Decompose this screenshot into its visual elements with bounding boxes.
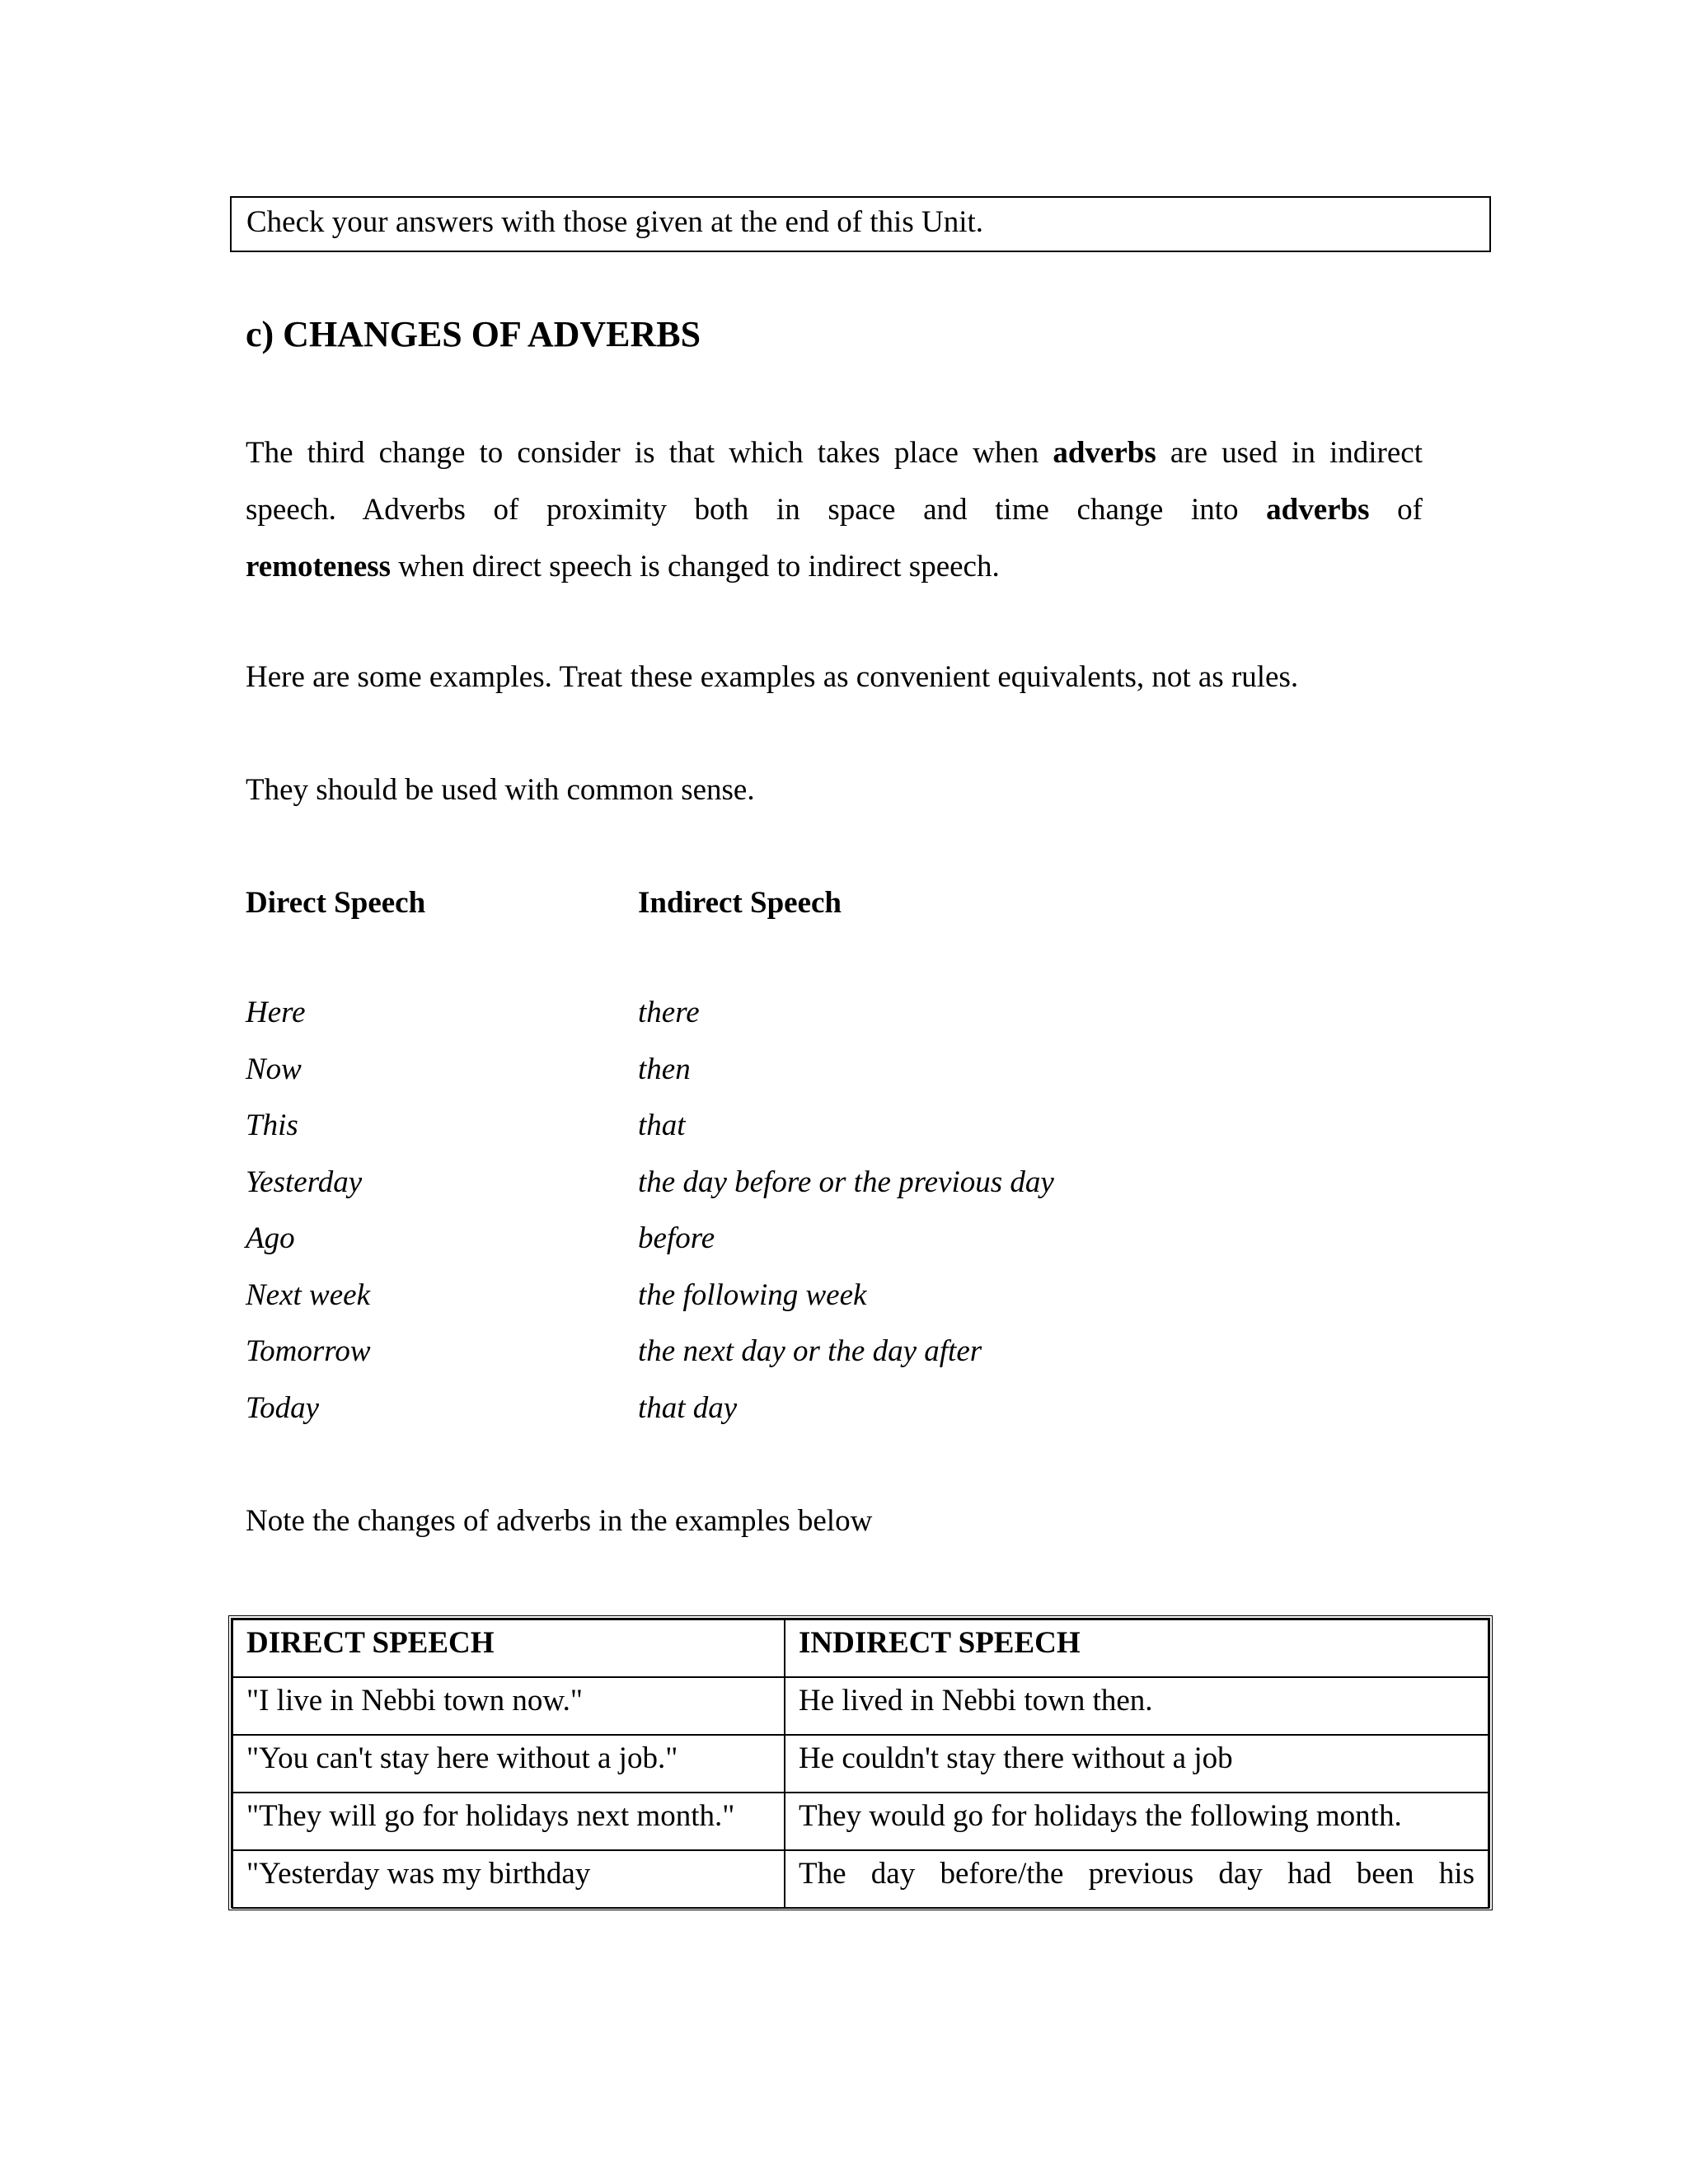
indirect-cell: He lived in Nebbi town then. bbox=[785, 1677, 1489, 1735]
direct-adverb: Yesterday bbox=[246, 1165, 363, 1199]
direct-adverb: Today bbox=[246, 1390, 320, 1425]
direct-adverb: Tomorrow bbox=[246, 1334, 371, 1368]
direct-adverb: Next week bbox=[246, 1277, 370, 1312]
intro-line-1 bbox=[246, 424, 1423, 481]
intro-text: The third change to consider is that which takes place when bbox=[246, 436, 1053, 470]
list-item bbox=[246, 1219, 1235, 1276]
list-item bbox=[246, 1332, 1235, 1389]
indirect-adverb: the next day or the day after bbox=[638, 1334, 982, 1368]
direct-cell: "They will go for holidays next month." bbox=[232, 1793, 785, 1850]
intro-text: when direct speech is changed to indirect speech. bbox=[391, 550, 1000, 583]
indirect-adverb: there bbox=[638, 996, 700, 1029]
examples-table-grid bbox=[232, 1619, 1489, 1909]
bold-term: adverbs bbox=[1053, 436, 1156, 470]
intro-text: are used in indirect bbox=[1156, 436, 1423, 470]
table-row bbox=[232, 1677, 1489, 1735]
table-row bbox=[232, 1735, 1489, 1793]
indirect-cell: The day before/the previous day had been his bbox=[785, 1850, 1489, 1908]
table-row bbox=[232, 1793, 1489, 1850]
indirect-adverb: before bbox=[638, 1221, 715, 1255]
adverb-equivalents-list bbox=[246, 993, 1235, 1445]
bold-term: remoteness bbox=[246, 550, 392, 583]
indirect-adverb: that bbox=[638, 1108, 686, 1142]
indirect-adverb: the following week bbox=[638, 1277, 867, 1312]
list-item bbox=[246, 1276, 1235, 1333]
indirect-cell: They would go for holidays the following month. bbox=[785, 1793, 1489, 1850]
direct-cell: "You can't stay here without a job." bbox=[232, 1735, 785, 1793]
intro-line-3 bbox=[246, 538, 1423, 595]
bold-term: adverbs bbox=[1266, 493, 1370, 527]
indirect-cell: He couldn't stay there without a job bbox=[785, 1735, 1489, 1793]
intro-paragraph bbox=[246, 424, 1423, 595]
intro-text: of bbox=[1369, 493, 1423, 527]
intro-text: speech. Adverbs of proximity both in space and time change into bbox=[246, 493, 1267, 527]
direct-adverb: Ago bbox=[246, 1221, 295, 1255]
section-heading: c) CHANGES OF ADVERBS bbox=[246, 314, 701, 354]
note-changes-text: Note the changes of adverbs in the examples below bbox=[246, 1504, 873, 1538]
examples-intro: Here are some examples. Treat these examples as convenient equivalents, not as rules. bbox=[246, 660, 1299, 694]
list-item bbox=[246, 1163, 1235, 1220]
direct-adverb: Here bbox=[246, 996, 306, 1029]
direct-speech-heading: Direct Speech bbox=[246, 886, 426, 920]
examples-table bbox=[228, 1615, 1493, 1910]
table-header-direct: DIRECT SPEECH bbox=[232, 1619, 785, 1677]
intro-line-2 bbox=[246, 481, 1423, 538]
list-item bbox=[246, 1106, 1235, 1163]
table-row bbox=[232, 1850, 1489, 1908]
indirect-adverb: then bbox=[638, 1052, 691, 1086]
common-sense-note: They should be used with common sense. bbox=[246, 773, 755, 807]
list-item bbox=[246, 1389, 1235, 1446]
indirect-adverb: that day bbox=[638, 1390, 738, 1425]
indirect-adverb: the day before or the previous day bbox=[638, 1165, 1054, 1199]
table-header-indirect: INDIRECT SPEECH bbox=[785, 1619, 1489, 1677]
list-item bbox=[246, 993, 1235, 1050]
table-header-row bbox=[232, 1619, 1489, 1677]
indirect-speech-heading: Indirect Speech bbox=[638, 886, 842, 920]
answer-note-text: Check your answers with those given at the end of this Unit. bbox=[246, 205, 983, 239]
answer-note-box bbox=[230, 196, 1491, 252]
direct-cell: "I live in Nebbi town now." bbox=[232, 1677, 785, 1735]
direct-adverb: This bbox=[246, 1108, 298, 1142]
direct-cell: "Yesterday was my birthday bbox=[232, 1850, 785, 1908]
list-item bbox=[246, 1050, 1235, 1107]
direct-adverb: Now bbox=[246, 1052, 302, 1086]
